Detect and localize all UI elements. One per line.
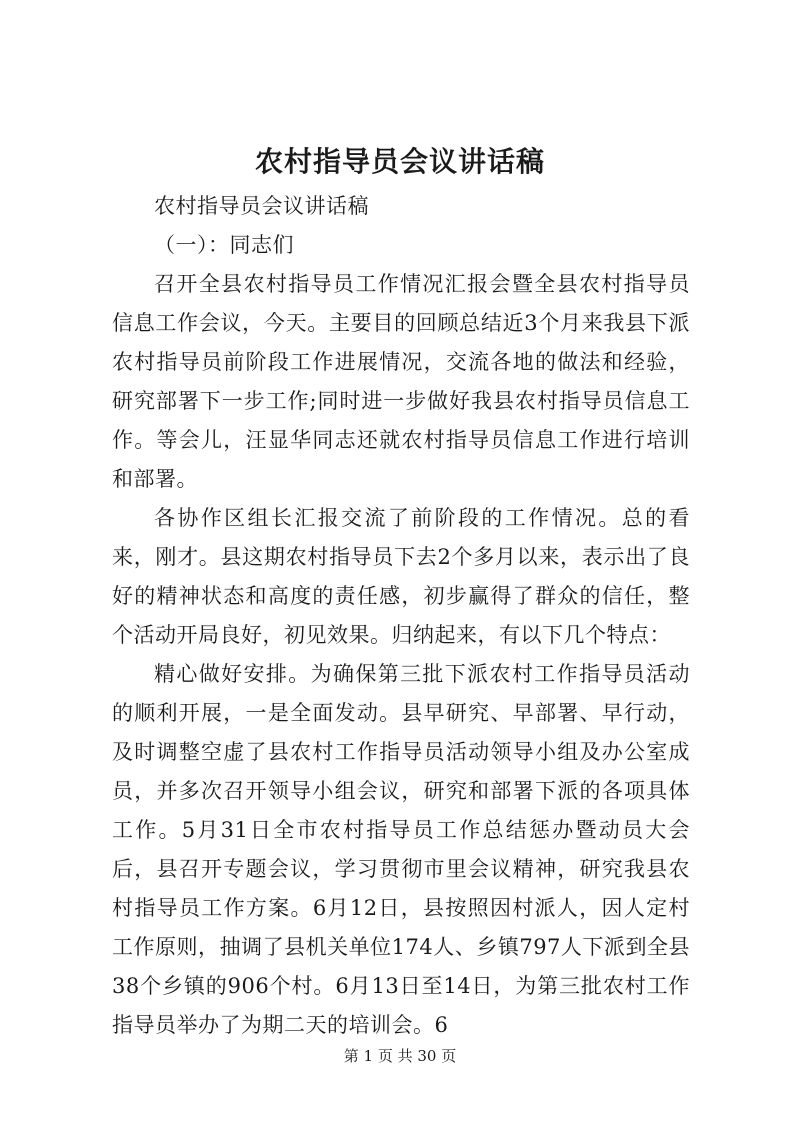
document-body [112, 187, 690, 1045]
body-paragraph-1: 召开全县农村指导员工作情况汇报会暨全县农村指导员信息工作会议，今天。主要目的回顾总结近3个月来我县下派农村指导员前阶段工作进展情况，交流各地的做法和经验，研究部署下一步工作;同时进一步做好我县农村指导员信息工作。等会儿，汪显华同志还就农村指导员信息工作进行培训和部署。 [112, 272, 690, 491]
subtitle-paragraph: 农村指导员会议讲话稿 [154, 194, 369, 218]
body-paragraph-3: 精心做好安排。为确保第三批下派农村工作指导员活动的顺利开展，一是全面发动。县早研究、早部署、早行动，及时调整空虚了县农村工作指导员活动领导小组及办公室成员，并多次召开领导小组会议，研究和部署下派的各项具体工作。5月31日全市农村指导员工作总结惩办暨动员大会后，县召开专题会议，学习贯彻市里会议精神，研究我县农村指导员工作方案。6月12日，县按照因村派人，因人定村工作原则，抽调了县机关单位174人、乡镇797人下派到全县38个乡镇的906个村。6月13日至14日，为第三批农村工作指导员举办了为期二天的培训会。6 [112, 662, 690, 1037]
body-paragraph-2: 各协作区组长汇报交流了前阶段的工作情况。总的看来，刚才。县这期农村指导员下去2个多月以来，表示出了良好的精神状态和高度的责任感，初步赢得了群众的信任，整个活动开局良好，初见效果。归纳起来，有以下几个特点： [112, 506, 690, 647]
page-footer: 第 1 页 共 30 页 [343, 1047, 457, 1065]
document-title: 农村指导员会议讲话稿 [254, 145, 545, 178]
salutation-paragraph: （一）：同志们 [154, 233, 294, 257]
